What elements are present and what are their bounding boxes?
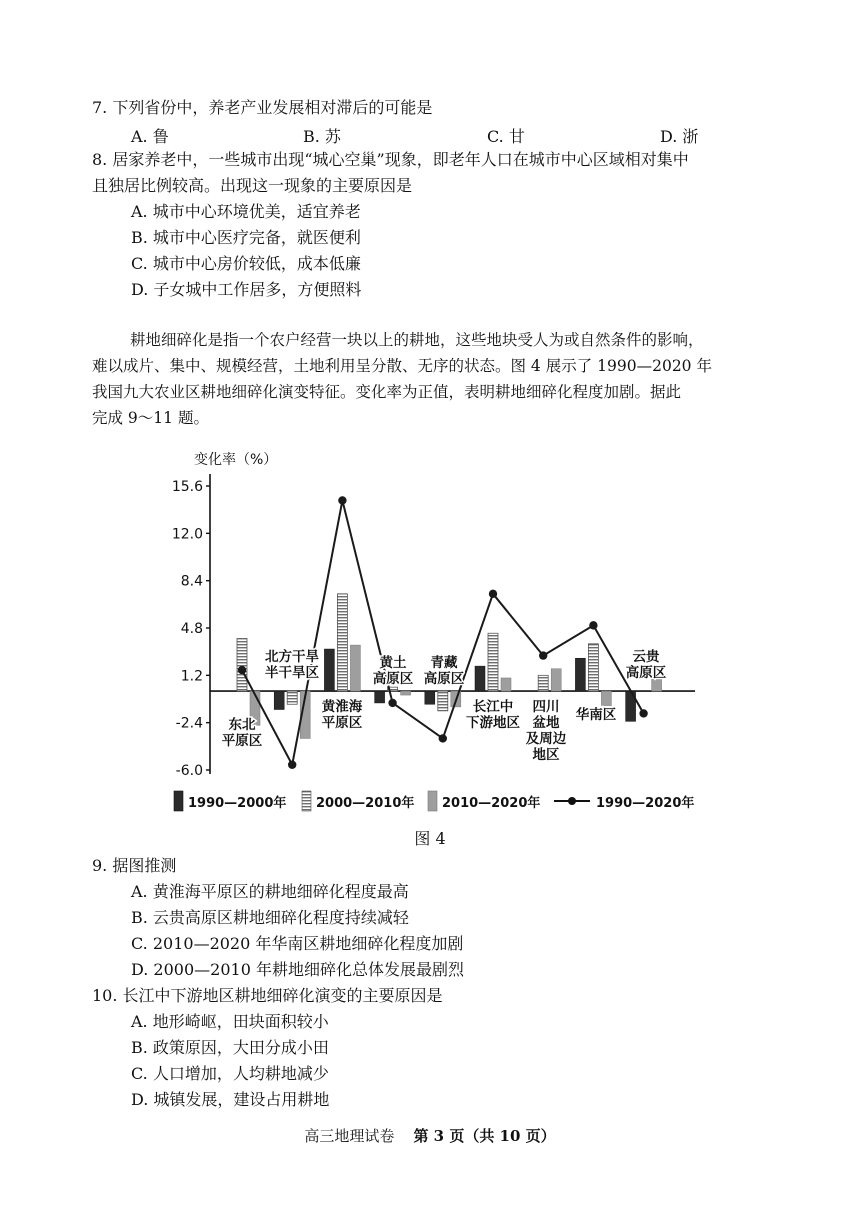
q8-option-c: C. 城市中心房价较低，成本低廉 <box>131 254 361 273</box>
q7-option-b: B. 苏 <box>303 127 341 146</box>
bar-series-1 <box>375 691 385 703</box>
y-tick-label: 15.6 <box>171 479 203 495</box>
passage-line2: 难以成片、集中、规模经营，土地利用呈分散、无序的状态。图 4 展示了 1990—2020 年 <box>92 357 712 375</box>
line-point <box>388 699 396 707</box>
footer-title: 高三地理试卷 <box>304 1127 395 1145</box>
bar-series-2 <box>237 639 247 692</box>
category-label: 四川盆地及周边地区 <box>525 699 567 764</box>
line-point <box>539 651 547 659</box>
line-point <box>439 734 447 742</box>
category-label: 黄淮海平原区 <box>321 699 363 732</box>
passage-line3: 我国九大农业区耕地细碎化演变特征。变化率为正值，表明耕地细碎化程度加剧。据此 <box>92 383 682 401</box>
footer-page-number: 第 3 页（共 10 页） <box>413 1127 556 1145</box>
q10-option-d: D. 城镇发展，建设占用耕地 <box>131 1090 330 1109</box>
category-label: 黄土高原区 <box>372 655 414 688</box>
bar-series-2 <box>588 644 598 691</box>
legend-label: 1990—2020年 <box>596 796 695 811</box>
bar-series-3 <box>601 691 611 705</box>
question-8-stem-line2: 且独居比例较高。出现这一现象的主要原因是 <box>92 176 413 195</box>
question-8-stem-line1: 8. 居家养老中，一些城市出现“城心空巢”现象，即老年人口在城市中心区域相对集中 <box>92 150 689 169</box>
bar-series-3 <box>551 669 561 691</box>
line-point <box>489 590 497 598</box>
bar-series-1 <box>425 691 435 704</box>
q8-option-a: A. 城市中心环境优美，适宜养老 <box>131 202 361 221</box>
legend-marker <box>568 797 576 805</box>
category-label: 华南区 <box>575 707 617 724</box>
q10-option-b: B. 政策原因，大田分成小田 <box>131 1038 329 1057</box>
legend-label: 2000—2010年 <box>316 796 415 811</box>
category-label: 云贵高原区 <box>625 649 667 682</box>
category-label: 长江中下游地区 <box>466 699 520 732</box>
legend-swatch <box>428 791 437 811</box>
legend-swatch <box>174 791 183 811</box>
question-9-stem: 9. 据图推测 <box>92 856 177 875</box>
q8-option-d: D. 子女城中工作居多，方便照料 <box>131 280 362 299</box>
legend-label: 1990—2000年 <box>188 796 287 811</box>
y-tick-label: -6.0 <box>175 763 203 779</box>
question-7-options <box>131 124 731 144</box>
q8-option-b: B. 城市中心医疗完备，就医便利 <box>131 228 361 247</box>
q7-option-c: C. 甘 <box>487 127 525 146</box>
y-tick-label: 12.0 <box>171 526 203 543</box>
legend-label: 2010—2020年 <box>442 796 541 811</box>
line-point <box>238 666 246 674</box>
bar-series-2 <box>488 633 498 691</box>
bar-series-3 <box>350 645 360 691</box>
bar-series-1 <box>475 666 485 691</box>
bar-series-1 <box>575 658 585 691</box>
line-point <box>338 496 346 504</box>
q10-option-a: A. 地形崎岖，田块面积较小 <box>131 1012 329 1031</box>
q9-option-c: C. 2010—2020 年华南区耕地细碎化程度加剧 <box>131 934 464 953</box>
y-tick-label: 1.2 <box>180 668 203 685</box>
category-label: 东北平原区 <box>221 717 263 750</box>
y-axis-label: 变化率（%） <box>194 452 278 468</box>
line-point <box>589 621 597 629</box>
question-7-stem: 7. 下列省份中，养老产业发展相对滞后的可能是 <box>92 98 433 117</box>
bar-series-2 <box>438 691 448 711</box>
bar-series-1 <box>274 691 284 709</box>
legend-swatch <box>302 791 311 811</box>
line-point <box>639 709 647 717</box>
figure-4-chart <box>160 440 705 820</box>
category-label: 青藏高原区 <box>423 655 465 688</box>
line-point <box>288 761 296 769</box>
figure-caption: 图 4 <box>414 829 446 848</box>
bar-series-3 <box>501 678 511 691</box>
passage-line4: 完成 9～11 题。 <box>92 409 209 427</box>
bar-series-2 <box>538 675 548 691</box>
category-label: 北方干旱半干旱区 <box>265 649 319 682</box>
y-tick-label: 4.8 <box>180 621 203 637</box>
q9-option-a: A. 黄淮海平原区的耕地细碎化程度最高 <box>131 882 409 901</box>
bar-series-3 <box>401 691 411 695</box>
q10-option-c: C. 人口增加，人均耕地减少 <box>131 1064 329 1083</box>
y-tick-label: -2.4 <box>175 715 203 732</box>
q9-option-b: B. 云贵高原区耕地细碎化程度持续减轻 <box>131 908 409 927</box>
q9-option-d: D. 2000—2010 年耕地细碎化总体发展最剧烈 <box>131 960 464 979</box>
y-tick-label: 8.4 <box>180 573 203 590</box>
question-10-stem: 10. 长江中下游地区耕地细碎化演变的主要原因是 <box>92 986 443 1005</box>
bar-series-1 <box>324 649 334 691</box>
page-footer <box>0 1125 860 1146</box>
bar-series-2 <box>287 691 297 704</box>
bar-series-2 <box>337 594 347 691</box>
q7-option-a: A. 鲁 <box>131 127 169 146</box>
q7-option-d: D. 浙 <box>660 127 699 146</box>
passage-line1: 耕地细碎化是指一个农户经营一块以上的耕地，这些地块受人为或自然条件的影响， <box>130 331 704 349</box>
